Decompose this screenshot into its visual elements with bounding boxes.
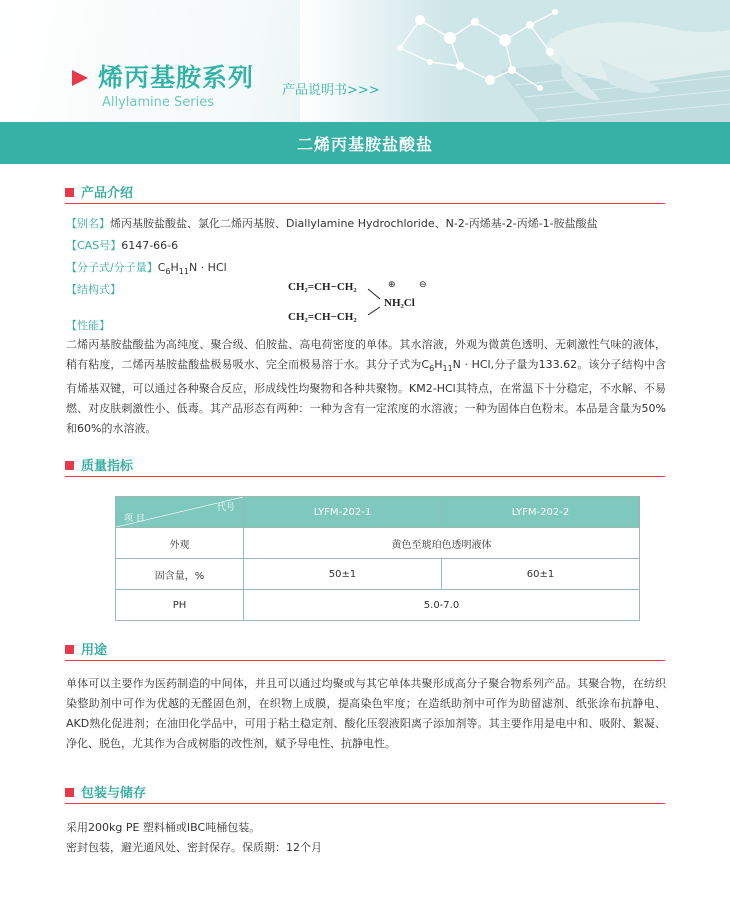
red-square-icon: [65, 788, 74, 797]
structure-minus: ⊖: [419, 280, 427, 290]
series-subtitle: 产品说明书>>>: [282, 83, 380, 98]
table-cell-item: PH: [116, 590, 244, 621]
table-header-cell: LYFM-202-2: [442, 497, 640, 528]
alias-label: 【别名】: [66, 217, 110, 230]
structure-label: 【结构式】: [66, 283, 121, 296]
section-heading-quality: [65, 456, 665, 478]
cas-value: 6147-66-6: [121, 239, 179, 252]
properties-paragraph: [66, 335, 666, 439]
table-cell-item: 固含量，%: [116, 559, 244, 590]
structure-row-1: CH₂=CH−CH₂: [288, 281, 357, 293]
table-cell-value: 50±1: [244, 559, 442, 590]
properties-text-1: 二烯丙基胺盐酸盐为高纯度、聚合级、伯胺盐、高电荷密度的单体。其水溶液，外观为微黄色透明、无刺激性气味的液体，稍有粘度，二烯丙基胺盐酸盐极易吸水、完全而极易溶于水。其分子式为C: [66, 338, 666, 371]
alias-field: [66, 216, 598, 231]
table-row: [116, 559, 640, 590]
section-divider: [65, 476, 665, 477]
header-banner: [0, 0, 730, 122]
packing-line-2: 密封包装，避光通风处、密封保存。保质期：12个月: [66, 841, 322, 854]
series-english-title: Allylamine Series: [102, 95, 215, 110]
table-cell-value: 60±1: [442, 559, 640, 590]
formula-rest: N · HCl: [188, 261, 227, 274]
table-header-row: [116, 497, 640, 528]
formula-c: C: [157, 261, 166, 274]
section-heading-packing: [65, 783, 665, 805]
red-square-icon: [65, 461, 74, 470]
red-square-icon: [65, 188, 74, 197]
section-title: 包装与储存: [81, 786, 147, 801]
quality-spec-table: [115, 496, 640, 621]
corner-code-label: 代号: [216, 503, 235, 513]
properties-label: 【性能】: [66, 319, 110, 332]
properties-sub-1: 6: [429, 364, 435, 374]
product-title: 二烯丙基胺盐酸盐: [296, 134, 433, 154]
formula-h-sub: 11: [178, 267, 189, 277]
section-divider: [65, 803, 665, 804]
section-heading-usage: [65, 640, 665, 662]
section-heading-intro: [65, 183, 665, 205]
table-cell-item: 外观: [116, 528, 244, 559]
structure-center: NH₂Cl: [384, 297, 415, 309]
usage-paragraph: 单体可以主要作为医药制造的中间体，并且可以通过均聚或与其它单体共聚形成高分子聚合物系列产品。其聚合物，在纺织染整助剂中可作为优越的无醛固色剂，在织物上成膜，提高染色牢度；在造纸助剂中可作为助留滤剂、纸张涂布抗静电、AKD熟化促进剂；在油田化学品中，可用于粘土稳定剂、酸化压裂液阳离子添加剂等。其主要作用是电中和、吸附、絮凝、净化、脱色，尤其作为合成树脂的改性剂，赋予导电性、抗静电性。: [66, 677, 666, 750]
product-title-bar: [0, 122, 730, 164]
structure-row-2: CH₂=CH−CH₂: [288, 311, 357, 323]
red-square-icon: [65, 645, 74, 654]
section-divider: [65, 203, 665, 204]
table-corner-cell: [116, 497, 244, 528]
corner-item-label: 项 目: [124, 514, 145, 524]
packing-line-1: 采用200kg PE 塑料桶或IBC吨桶包装。: [66, 821, 261, 834]
cas-field: [66, 238, 178, 253]
cas-label: 【CAS号】: [66, 239, 122, 252]
properties-field: [66, 318, 110, 333]
properties-sub-2: 11: [442, 364, 453, 374]
series-title: 烯丙基胺系列: [98, 63, 255, 92]
alias-value: 烯丙基胺盐酸盐、氯化二烯丙基胺、Diallylamine Hydrochloride、N-2-丙烯基-2-丙烯-1-胺盐酸盐: [110, 217, 598, 230]
molecule-keyboard-illustration: [300, 0, 730, 122]
section-title: 产品介绍: [81, 186, 134, 201]
formula-field: [66, 260, 227, 279]
table-cell-value: 5.0-7.0: [244, 590, 640, 621]
table-cell-value: 黄色至琥珀色透明液体: [244, 528, 640, 559]
table-header-cell: LYFM-202-1: [244, 497, 442, 528]
section-divider: [65, 660, 665, 661]
structure-plus: ⊕: [388, 280, 396, 290]
table-row: [116, 590, 640, 621]
section-title: 用途: [81, 643, 108, 658]
structural-formula: [288, 275, 448, 327]
red-triangle-icon: [72, 70, 90, 86]
section-title: 质量指标: [81, 459, 134, 474]
table-row: [116, 528, 640, 559]
properties-text-3: N · HCl,分子量为133.62。该分子结构中含有烯基双键，可以通过各种聚合反应，形成线性均聚物和各种共聚物。KM2-HCl其特点，在常温下十分稳定，不水解、不易燃、对皮肤刺激性小、低毒。其产品形态有两种：一种为含有一定浓度的水溶液；一种为固体白色粉末。本品是含量为50%和60%的水溶液。: [66, 358, 666, 436]
formula-h: H: [170, 261, 179, 274]
structure-field: [66, 282, 121, 297]
properties-text-2: H: [434, 358, 443, 371]
formula-label: 【分子式/分子量】: [66, 261, 158, 274]
formula-c-sub: 6: [165, 267, 171, 277]
